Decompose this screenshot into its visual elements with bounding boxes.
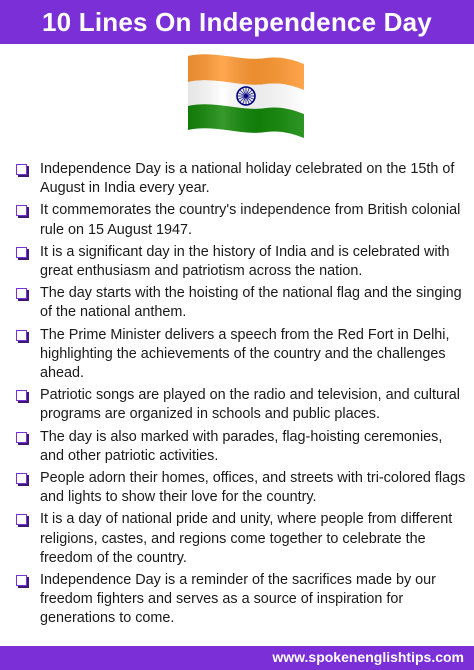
website-url: www.spokenenglishtips.com	[272, 649, 464, 665]
list-item-text: The day is also marked with parades, flag-hoisting ceremonies, and other patriotic activities.	[40, 428, 443, 464]
list-item	[14, 201, 469, 239]
list-item	[14, 160, 469, 198]
list-item-text: The Prime Minister delivers a speech from the Red Fort in Delhi, highlighting the achievements of the country and the challenges ahead.	[40, 326, 450, 382]
square-bullet-icon	[16, 473, 27, 484]
square-bullet-icon	[16, 247, 27, 258]
list-item	[14, 571, 469, 629]
square-bullet-icon	[16, 514, 27, 525]
list-item-text: Patriotic songs are played on the radio and television, and cultural programs are organized in schools and public places.	[40, 387, 460, 423]
list-item	[14, 326, 469, 384]
list-item-text: It is a significant day in the history of India and is celebrated with great enthusiasm and patriotism across the nation.	[40, 243, 450, 280]
list-item-text: The day starts with the hoisting of the national flag and the singing of the national anthem.	[40, 285, 462, 321]
list-item	[14, 428, 469, 466]
list-item	[14, 469, 469, 507]
list-item	[14, 510, 469, 568]
list-item-text: People adorn their homes, offices, and streets with tri-colored flags and lights to show their love for the country.	[40, 470, 466, 506]
list-item-text: It commemorates the country's independence from British colonial rule on 15 August 1947.	[40, 202, 461, 238]
title-bar	[0, 0, 474, 44]
list-item-text: Independence Day is a reminder of the sacrifices made by our freedom fighters and serves as a source of inspiration for generations to come.	[40, 572, 436, 627]
square-bullet-icon	[16, 432, 27, 443]
ten-lines-list	[14, 160, 469, 632]
list-item	[14, 243, 469, 281]
square-bullet-icon	[16, 390, 27, 401]
square-bullet-icon	[16, 288, 27, 299]
square-bullet-icon	[16, 164, 27, 175]
square-bullet-icon	[16, 575, 27, 586]
square-bullet-icon	[16, 330, 27, 341]
footer-bar	[0, 646, 474, 670]
page-title: 10 Lines On Independence Day	[42, 6, 432, 37]
list-item	[14, 386, 469, 424]
list-item-text: Independence Day is a national holiday celebrated on the 15th of August in India every year.	[40, 161, 455, 197]
indian-flag-icon	[186, 52, 306, 144]
square-bullet-icon	[16, 205, 27, 216]
list-item	[14, 284, 469, 322]
list-item-text: It is a day of national pride and unity, where people from different religions, castes, and regions come together to celebrate the freedom of the country.	[40, 511, 453, 566]
